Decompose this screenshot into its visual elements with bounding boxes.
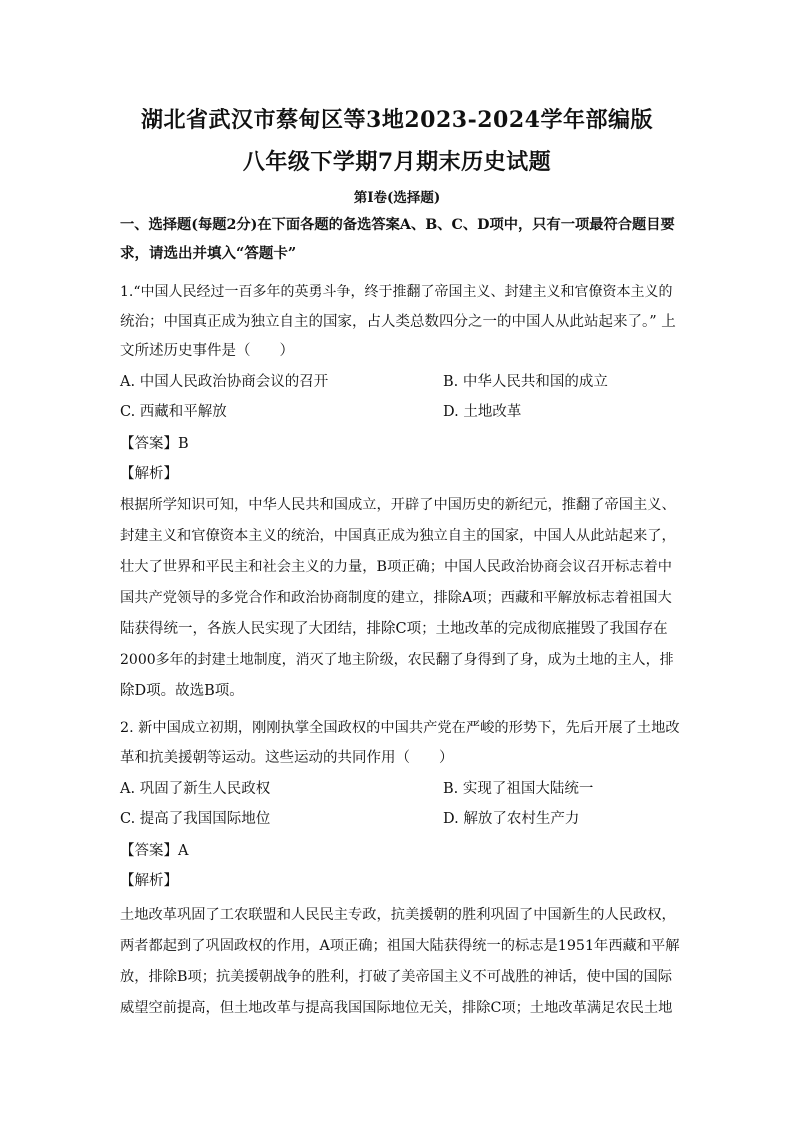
q1-analysis-line6: 2000多年的封建土地制度，消灭了地主阶级，农民翻了身得到了身，成为土地的主人，排 (120, 652, 674, 668)
q1-analysis-line2: 封建主义和官僚资本主义的统治，中国真正成为独立自主的国家，中国人从此站起来了， (120, 528, 676, 544)
q1-analysis-line3: 壮大了世界和平民主和社会主义的力量，B项正确；中国人民政治协商会议召开标志着中 (120, 559, 672, 575)
q1-stem-line1: 1.“中国人民经过一百多年的英勇斗争，终于推翻了帝国主义、封建主义和官僚资本主义的 (120, 284, 673, 300)
q1-answer: 【答案】B (120, 436, 189, 452)
q2-stem-line2: 革和抗美援朝等运动。这些运动的共同作用（ ） (120, 750, 454, 766)
q1-analysis-line4: 国共产党领导的多党合作和政治协商制度的建立，排除A项；西藏和平解放标志着祖国大 (120, 590, 672, 606)
document-title-line1: 湖北省武汉市蔡甸区等3地2023-2024学年部编版 (141, 107, 653, 133)
q2-analysis-line2: 两者都起到了巩固政权的作用，A项正确；祖国大陆获得统一的标志是1951年西藏和平解 (120, 938, 680, 954)
q1-option-a: A. 中国人民政治协商会议的召开 (120, 374, 329, 390)
q1-analysis-line1: 根据所学知识可知，中华人民共和国成立，开辟了中国历史的新纪元，推翻了帝国主义、 (120, 497, 676, 513)
q2-option-d: D. 解放了农村生产力 (443, 811, 580, 827)
instructions-line2: 求，请选出并填入“答题卡” (120, 245, 297, 262)
q1-analysis-line5: 陆获得统一，各族人民实现了大团结，排除C项；土地改革的完成彻底摧毁了我国存在 (120, 621, 668, 637)
q2-analysis-line3: 放，排除B项；抗美援朝战争的胜利，打破了美帝国主义不可战胜的神话，使中国的国际 (120, 969, 672, 985)
q2-analysis-label: 【解析】 (120, 873, 178, 889)
q2-answer: 【答案】A (120, 843, 189, 859)
q1-analysis-label: 【解析】 (120, 466, 178, 482)
q2-option-a: A. 巩固了新生人民政权 (120, 781, 271, 797)
q1-stem-line3: 文所述历史事件是（ ） (120, 343, 294, 359)
q2-stem-line1: 2. 新中国成立初期，刚刚执掌全国政权的中国共产党在严峻的形势下，先后开展了土地改 (120, 720, 680, 736)
section-heading: 第Ⅰ卷(选择题) (353, 190, 441, 206)
q1-option-c: C. 西藏和平解放 (120, 404, 227, 420)
q1-option-b: B. 中华人民共和国的成立 (443, 374, 608, 390)
q2-option-b: B. 实现了祖国大陆统一 (443, 781, 594, 797)
q1-option-d: D. 土地改革 (443, 404, 522, 420)
q2-analysis-line1: 土地改革巩固了工农联盟和人民民主专政，抗美援朝的胜利巩固了中国新生的人民政权， (120, 907, 676, 923)
instructions-line1: 一、选择题(每题2分)在下面各题的备选答案A、B、C、D项中，只有一项最符合题目要 (120, 217, 675, 233)
q2-option-c: C. 提高了我国国际地位 (120, 811, 271, 827)
document-title-line2: 八年级下学期7月期末历史试题 (242, 149, 552, 175)
q1-analysis-line7: 除D项。故选B项。 (120, 683, 244, 699)
q2-analysis-line4: 威望空前提高，但土地改革与提高我国国际地位无关，排除C项；土地改革满足农民土地 (120, 1000, 673, 1016)
q1-stem-line2: 统治；中国真正成为独立自主的国家，占人类总数四分之一的中国人从此站起来了。” 上 (120, 314, 676, 330)
